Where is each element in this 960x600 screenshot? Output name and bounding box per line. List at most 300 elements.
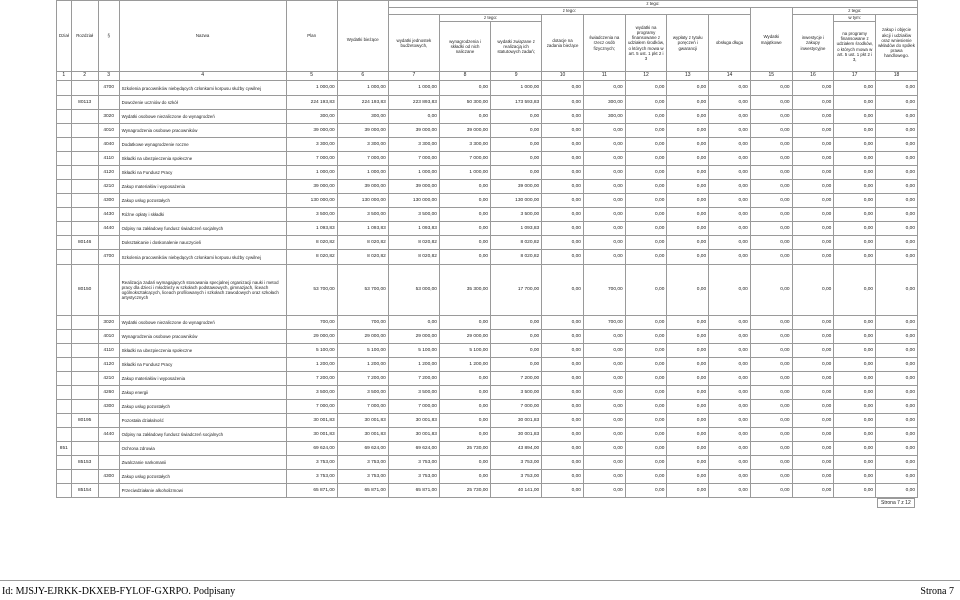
cell-value: 0,00 bbox=[750, 484, 792, 498]
cell-value: 0,00 bbox=[750, 372, 792, 386]
cell-value: 0,00 bbox=[583, 152, 625, 166]
column-number: 7 bbox=[388, 72, 439, 81]
cell-value: 0,00 bbox=[792, 96, 834, 110]
cell-value: 300,00 bbox=[337, 110, 388, 124]
cell-value: 0,00 bbox=[792, 400, 834, 414]
cell-paragraf: 3020 bbox=[98, 110, 119, 124]
cell-value: 0,00 bbox=[834, 152, 876, 166]
cell-value: 0,00 bbox=[625, 386, 667, 400]
cell-value: 30 001,83 bbox=[337, 414, 388, 428]
cell-value: 0,00 bbox=[876, 358, 918, 372]
table-row bbox=[57, 110, 918, 124]
cell-value: 0,00 bbox=[792, 344, 834, 358]
table-row bbox=[57, 124, 918, 138]
cell-value: 0,00 bbox=[709, 372, 751, 386]
cell-value: 0,00 bbox=[439, 470, 490, 484]
cell-value: 223 893,83 bbox=[388, 96, 439, 110]
cell-value: 39 000,00 bbox=[388, 180, 439, 194]
cell-value: 0,00 bbox=[709, 400, 751, 414]
cell-value: 0,00 bbox=[876, 222, 918, 236]
cell-value: 0,00 bbox=[792, 470, 834, 484]
cell-paragraf: 4010 bbox=[98, 124, 119, 138]
cell-value: 3 500,00 bbox=[388, 208, 439, 222]
cell-dzial bbox=[57, 316, 72, 330]
table-row bbox=[57, 166, 918, 180]
table-row bbox=[57, 152, 918, 166]
cell-value: 0,00 bbox=[834, 372, 876, 386]
cell-value: 0,00 bbox=[876, 208, 918, 222]
cell-nazwa: Ochrona zdrowia bbox=[119, 442, 286, 456]
cell-value: 0,00 bbox=[792, 236, 834, 250]
cell-value: 0,00 bbox=[834, 81, 876, 96]
cell-value: 0,00 bbox=[583, 428, 625, 442]
cell-value: 0,00 bbox=[709, 456, 751, 470]
cell-value: 0,00 bbox=[709, 236, 751, 250]
table-row bbox=[57, 208, 918, 222]
cell-value: 0,00 bbox=[834, 316, 876, 330]
cell-value: 0,00 bbox=[876, 330, 918, 344]
cell-value: 39 000,00 bbox=[337, 124, 388, 138]
cell-value: 0,00 bbox=[667, 138, 709, 152]
cell-value: 0,00 bbox=[876, 484, 918, 498]
cell-value: 700,00 bbox=[337, 316, 388, 330]
cell-value: 0,00 bbox=[439, 236, 490, 250]
cell-value: 1 200,00 bbox=[388, 358, 439, 372]
cell-value: 3 300,00 bbox=[439, 138, 490, 152]
cell-value: 0,00 bbox=[583, 124, 625, 138]
cell-paragraf: 4210 bbox=[98, 180, 119, 194]
cell-dzial bbox=[57, 330, 72, 344]
cell-value: 0,00 bbox=[542, 110, 584, 124]
cell-value: 0,00 bbox=[625, 344, 667, 358]
cell-paragraf bbox=[98, 456, 119, 470]
cell-dzial bbox=[57, 265, 72, 316]
column-number: 13 bbox=[667, 72, 709, 81]
cell-value: 7 000,00 bbox=[286, 152, 337, 166]
cell-value: 30 001,83 bbox=[388, 428, 439, 442]
cell-value: 39 000,00 bbox=[439, 124, 490, 138]
cell-value: 0,00 bbox=[625, 442, 667, 456]
cell-value: 130 000,00 bbox=[286, 194, 337, 208]
cell-rozdzial bbox=[71, 442, 98, 456]
cell-value: 1 000,00 bbox=[337, 166, 388, 180]
cell-value: 1 200,00 bbox=[439, 358, 490, 372]
cell-value: 0,00 bbox=[750, 316, 792, 330]
cell-value: 7 200,00 bbox=[337, 372, 388, 386]
cell-value: 65 871,00 bbox=[286, 484, 337, 498]
column-number: 16 bbox=[792, 72, 834, 81]
cell-value: 0,00 bbox=[792, 484, 834, 498]
cell-value: 0,00 bbox=[750, 456, 792, 470]
cell-value: 0,00 bbox=[876, 96, 918, 110]
cell-value: 0,00 bbox=[709, 222, 751, 236]
cell-paragraf: 4700 bbox=[98, 81, 119, 96]
cell-value: 7 000,00 bbox=[337, 400, 388, 414]
cell-value: 0,00 bbox=[834, 250, 876, 265]
cell-value: 7 000,00 bbox=[439, 152, 490, 166]
cell-value: 0,00 bbox=[792, 138, 834, 152]
cell-dzial bbox=[57, 138, 72, 152]
cell-value: 0,00 bbox=[625, 110, 667, 124]
cell-value: 0,00 bbox=[583, 414, 625, 428]
cell-value: 0,00 bbox=[792, 316, 834, 330]
cell-value: 0,00 bbox=[834, 330, 876, 344]
cell-rozdzial bbox=[71, 194, 98, 208]
header-z-tego-right: z tego: bbox=[792, 8, 917, 15]
cell-value: 0,00 bbox=[834, 344, 876, 358]
cell-value: 7 000,00 bbox=[337, 152, 388, 166]
header-paragraf: § bbox=[98, 1, 119, 72]
cell-value: 0,00 bbox=[542, 208, 584, 222]
cell-value: 1 000,00 bbox=[286, 166, 337, 180]
cell-value: 0,00 bbox=[542, 138, 584, 152]
cell-value: 0,00 bbox=[625, 222, 667, 236]
cell-value: 0,00 bbox=[792, 166, 834, 180]
cell-value: 0,00 bbox=[667, 428, 709, 442]
cell-value: 0,00 bbox=[625, 138, 667, 152]
cell-value: 0,00 bbox=[750, 344, 792, 358]
cell-value: 0,00 bbox=[667, 124, 709, 138]
cell-value: 0,00 bbox=[625, 400, 667, 414]
cell-value: 0,00 bbox=[583, 330, 625, 344]
cell-value: 3 500,00 bbox=[286, 208, 337, 222]
cell-rozdzial: 80146 bbox=[71, 236, 98, 250]
header-z-tego-sub: z tego: bbox=[439, 15, 541, 22]
cell-value: 0,00 bbox=[625, 250, 667, 265]
cell-value: 1 000,00 bbox=[388, 81, 439, 96]
cell-value: 7 000,00 bbox=[491, 400, 542, 414]
cell-nazwa: Wynagrodzenia osobowe pracowników bbox=[119, 330, 286, 344]
cell-rozdzial bbox=[71, 250, 98, 265]
cell-value: 1 200,00 bbox=[286, 358, 337, 372]
cell-value: 3 500,00 bbox=[491, 386, 542, 400]
cell-value: 0,00 bbox=[583, 166, 625, 180]
cell-value: 0,00 bbox=[542, 222, 584, 236]
cell-value: 0,00 bbox=[834, 400, 876, 414]
cell-value: 0,00 bbox=[792, 456, 834, 470]
cell-paragraf: 4300 bbox=[98, 194, 119, 208]
header-nazwa: Nazwa bbox=[119, 1, 286, 72]
cell-value: 0,00 bbox=[439, 208, 490, 222]
cell-value: 0,00 bbox=[667, 208, 709, 222]
cell-value: 0,00 bbox=[542, 250, 584, 265]
cell-value: 0,00 bbox=[709, 152, 751, 166]
table-row bbox=[57, 428, 918, 442]
cell-value: 0,00 bbox=[583, 236, 625, 250]
cell-dzial bbox=[57, 96, 72, 110]
cell-value: 0,00 bbox=[709, 265, 751, 316]
cell-rozdzial bbox=[71, 222, 98, 236]
cell-value: 0,00 bbox=[439, 250, 490, 265]
cell-value: 0,00 bbox=[667, 222, 709, 236]
cell-value: 0,00 bbox=[667, 358, 709, 372]
cell-value: 0,00 bbox=[792, 152, 834, 166]
cell-value: 0,00 bbox=[625, 316, 667, 330]
header-z-tego-mid: z tego: bbox=[388, 8, 750, 15]
footer-page-number: Strona 7 bbox=[920, 586, 954, 597]
cell-value: 0,00 bbox=[876, 386, 918, 400]
table-row bbox=[57, 96, 918, 110]
cell-value: 3 753,00 bbox=[491, 456, 542, 470]
cell-nazwa: Dowożenie uczniów do szkół bbox=[119, 96, 286, 110]
table-body bbox=[57, 81, 918, 498]
cell-paragraf: 4700 bbox=[98, 250, 119, 265]
cell-value: 0,00 bbox=[709, 250, 751, 265]
cell-paragraf: 4120 bbox=[98, 166, 119, 180]
cell-value: 0,00 bbox=[439, 414, 490, 428]
column-number: 9 bbox=[491, 72, 542, 81]
cell-dzial bbox=[57, 124, 72, 138]
cell-value: 3 500,00 bbox=[286, 386, 337, 400]
cell-value: 0,00 bbox=[667, 484, 709, 498]
cell-value: 0,00 bbox=[583, 138, 625, 152]
cell-value: 0,00 bbox=[750, 138, 792, 152]
cell-value: 0,00 bbox=[439, 316, 490, 330]
cell-value: 0,00 bbox=[667, 194, 709, 208]
cell-value: 0,00 bbox=[876, 442, 918, 456]
cell-value: 0,00 bbox=[439, 81, 490, 96]
cell-value: 0,00 bbox=[834, 358, 876, 372]
cell-value: 0,00 bbox=[667, 470, 709, 484]
cell-value: 29 000,00 bbox=[337, 330, 388, 344]
cell-value: 0,00 bbox=[750, 250, 792, 265]
cell-value: 300,00 bbox=[286, 110, 337, 124]
cell-value: 0,00 bbox=[667, 456, 709, 470]
cell-value: 7 200,00 bbox=[388, 372, 439, 386]
cell-value: 0,00 bbox=[667, 316, 709, 330]
cell-value: 0,00 bbox=[834, 180, 876, 194]
cell-value: 3 500,00 bbox=[337, 208, 388, 222]
table-row bbox=[57, 442, 918, 456]
cell-value: 0,00 bbox=[439, 110, 490, 124]
cell-value: 0,00 bbox=[625, 265, 667, 316]
cell-value: 69 624,00 bbox=[337, 442, 388, 456]
cell-value: 0,00 bbox=[439, 428, 490, 442]
cell-value: 53 000,00 bbox=[388, 265, 439, 316]
cell-value: 30 001,83 bbox=[286, 414, 337, 428]
cell-value: 0,00 bbox=[750, 96, 792, 110]
cell-value: 1 000,00 bbox=[491, 81, 542, 96]
cell-value: 700,00 bbox=[583, 316, 625, 330]
cell-value: 0,00 bbox=[583, 456, 625, 470]
table-row bbox=[57, 236, 918, 250]
cell-value: 0,00 bbox=[491, 358, 542, 372]
cell-value: 0,00 bbox=[792, 110, 834, 124]
cell-value: 0,00 bbox=[834, 236, 876, 250]
cell-value: 0,00 bbox=[709, 194, 751, 208]
cell-value: 0,00 bbox=[834, 442, 876, 456]
header-dotacje: dotacje na zadania bieżące bbox=[542, 15, 584, 72]
cell-value: 0,00 bbox=[542, 180, 584, 194]
cell-dzial bbox=[57, 236, 72, 250]
cell-nazwa: Szkolenia pracowników niebędących członkami korpusu służby cywilnej bbox=[119, 81, 286, 96]
cell-value: 0,00 bbox=[667, 414, 709, 428]
cell-nazwa: Składki na ubezpieczenia społeczne bbox=[119, 152, 286, 166]
cell-value: 8 020,82 bbox=[388, 236, 439, 250]
cell-value: 0,00 bbox=[625, 456, 667, 470]
cell-value: 0,00 bbox=[542, 330, 584, 344]
cell-nazwa: Zakup usług pozostałych bbox=[119, 400, 286, 414]
cell-rozdzial: 85154 bbox=[71, 484, 98, 498]
cell-dzial bbox=[57, 250, 72, 265]
cell-value: 0,00 bbox=[583, 81, 625, 96]
cell-rozdzial bbox=[71, 358, 98, 372]
cell-value: 30 001,83 bbox=[286, 428, 337, 442]
cell-paragraf: 4300 bbox=[98, 470, 119, 484]
cell-value: 0,00 bbox=[750, 442, 792, 456]
column-number: 12 bbox=[625, 72, 667, 81]
cell-value: 0,00 bbox=[834, 414, 876, 428]
cell-value: 300,00 bbox=[583, 110, 625, 124]
cell-value: 0,00 bbox=[750, 330, 792, 344]
cell-value: 0,00 bbox=[876, 414, 918, 428]
cell-value: 43 894,00 bbox=[491, 442, 542, 456]
cell-value: 0,00 bbox=[792, 81, 834, 96]
cell-value: 0,00 bbox=[876, 316, 918, 330]
cell-value: 0,00 bbox=[792, 194, 834, 208]
cell-rozdzial bbox=[71, 110, 98, 124]
cell-value: 700,00 bbox=[286, 316, 337, 330]
cell-value: 0,00 bbox=[750, 265, 792, 316]
cell-value: 0,00 bbox=[876, 236, 918, 250]
cell-value: 0,00 bbox=[750, 400, 792, 414]
cell-value: 0,00 bbox=[876, 138, 918, 152]
cell-value: 17 700,00 bbox=[491, 265, 542, 316]
cell-value: 0,00 bbox=[542, 372, 584, 386]
cell-value: 0,00 bbox=[583, 386, 625, 400]
cell-value: 0,00 bbox=[583, 484, 625, 498]
column-number: 11 bbox=[583, 72, 625, 81]
cell-value: 3 500,00 bbox=[388, 386, 439, 400]
header-plan: Plan bbox=[286, 1, 337, 72]
cell-value: 0,00 bbox=[709, 414, 751, 428]
cell-nazwa: Zakup usług pozostałych bbox=[119, 470, 286, 484]
cell-rozdzial: 80195 bbox=[71, 414, 98, 428]
cell-value: 0,00 bbox=[750, 470, 792, 484]
cell-dzial bbox=[57, 400, 72, 414]
cell-value: 0,00 bbox=[834, 484, 876, 498]
header-obsluga-dlugu: obsługa długu bbox=[709, 15, 751, 72]
column-number: 8 bbox=[439, 72, 490, 81]
cell-value: 0,00 bbox=[750, 152, 792, 166]
cell-value: 130 000,00 bbox=[491, 194, 542, 208]
cell-value: 0,00 bbox=[542, 470, 584, 484]
cell-value: 0,00 bbox=[542, 96, 584, 110]
budget-table bbox=[56, 0, 918, 498]
cell-value: 8 020,82 bbox=[388, 250, 439, 265]
cell-value: 0,00 bbox=[709, 96, 751, 110]
cell-paragraf: 4440 bbox=[98, 222, 119, 236]
cell-value: 0,00 bbox=[542, 386, 584, 400]
cell-value: 0,00 bbox=[583, 358, 625, 372]
table-row bbox=[57, 265, 918, 316]
column-number: 10 bbox=[542, 72, 584, 81]
cell-rozdzial bbox=[71, 124, 98, 138]
cell-value: 0,00 bbox=[750, 236, 792, 250]
cell-rozdzial bbox=[71, 428, 98, 442]
cell-paragraf: 4210 bbox=[98, 372, 119, 386]
cell-paragraf: 4430 bbox=[98, 208, 119, 222]
cell-value: 0,00 bbox=[709, 110, 751, 124]
cell-value: 0,00 bbox=[542, 358, 584, 372]
cell-value: 0,00 bbox=[583, 194, 625, 208]
cell-value: 0,00 bbox=[625, 208, 667, 222]
cell-value: 8 020,82 bbox=[337, 236, 388, 250]
cell-value: 40 141,00 bbox=[491, 484, 542, 498]
cell-value: 0,00 bbox=[542, 344, 584, 358]
cell-value: 1 093,83 bbox=[388, 222, 439, 236]
cell-nazwa: Odpisy na zakładowy fundusz świadczeń socjalnych bbox=[119, 428, 286, 442]
cell-value: 0,00 bbox=[667, 81, 709, 96]
cell-paragraf: 4300 bbox=[98, 400, 119, 414]
table-header bbox=[57, 1, 918, 81]
cell-value: 0,00 bbox=[792, 442, 834, 456]
cell-value: 0,00 bbox=[625, 81, 667, 96]
cell-value: 0,00 bbox=[439, 222, 490, 236]
cell-value: 7 200,00 bbox=[286, 372, 337, 386]
cell-value: 0,00 bbox=[625, 236, 667, 250]
cell-value: 0,00 bbox=[491, 110, 542, 124]
cell-value: 0,00 bbox=[542, 456, 584, 470]
cell-value: 3 753,00 bbox=[337, 470, 388, 484]
cell-value: 0,00 bbox=[388, 110, 439, 124]
cell-value: 3 500,00 bbox=[337, 386, 388, 400]
cell-value: 3 300,00 bbox=[286, 138, 337, 152]
cell-rozdzial bbox=[71, 372, 98, 386]
cell-value: 0,00 bbox=[876, 428, 918, 442]
cell-rozdzial bbox=[71, 316, 98, 330]
header-z-tego-top: z tego: bbox=[388, 1, 917, 8]
cell-value: 39 000,00 bbox=[286, 124, 337, 138]
cell-value: 69 624,00 bbox=[388, 442, 439, 456]
cell-value: 0,00 bbox=[792, 372, 834, 386]
cell-value: 0,00 bbox=[709, 208, 751, 222]
cell-value: 29 000,00 bbox=[286, 330, 337, 344]
cell-nazwa: Zakup energii bbox=[119, 386, 286, 400]
cell-value: 0,00 bbox=[667, 372, 709, 386]
cell-value: 25 730,00 bbox=[439, 442, 490, 456]
header-wydatki-biezace: Wydatki bieżące bbox=[337, 8, 388, 72]
cell-value: 0,00 bbox=[542, 236, 584, 250]
cell-value: 0,00 bbox=[439, 180, 490, 194]
cell-value: 39 000,00 bbox=[337, 180, 388, 194]
cell-value: 0,00 bbox=[709, 484, 751, 498]
cell-value: 5 100,00 bbox=[337, 344, 388, 358]
cell-value: 0,00 bbox=[542, 124, 584, 138]
cell-value: 0,00 bbox=[667, 400, 709, 414]
cell-dzial bbox=[57, 456, 72, 470]
cell-value: 0,00 bbox=[491, 166, 542, 180]
cell-paragraf bbox=[98, 442, 119, 456]
cell-value: 0,00 bbox=[439, 400, 490, 414]
cell-value: 0,00 bbox=[792, 265, 834, 316]
cell-dzial bbox=[57, 414, 72, 428]
cell-value: 3 300,00 bbox=[388, 138, 439, 152]
cell-value: 0,00 bbox=[583, 372, 625, 386]
column-number: 18 bbox=[876, 72, 918, 81]
cell-value: 0,00 bbox=[709, 358, 751, 372]
cell-value: 0,00 bbox=[542, 442, 584, 456]
cell-value: 0,00 bbox=[709, 180, 751, 194]
cell-dzial bbox=[57, 484, 72, 498]
column-number: 4 bbox=[119, 72, 286, 81]
cell-paragraf bbox=[98, 265, 119, 316]
cell-value: 0,00 bbox=[709, 330, 751, 344]
cell-value: 173 593,83 bbox=[491, 96, 542, 110]
table-row bbox=[57, 484, 918, 498]
table-row bbox=[57, 414, 918, 428]
cell-paragraf: 4120 bbox=[98, 358, 119, 372]
